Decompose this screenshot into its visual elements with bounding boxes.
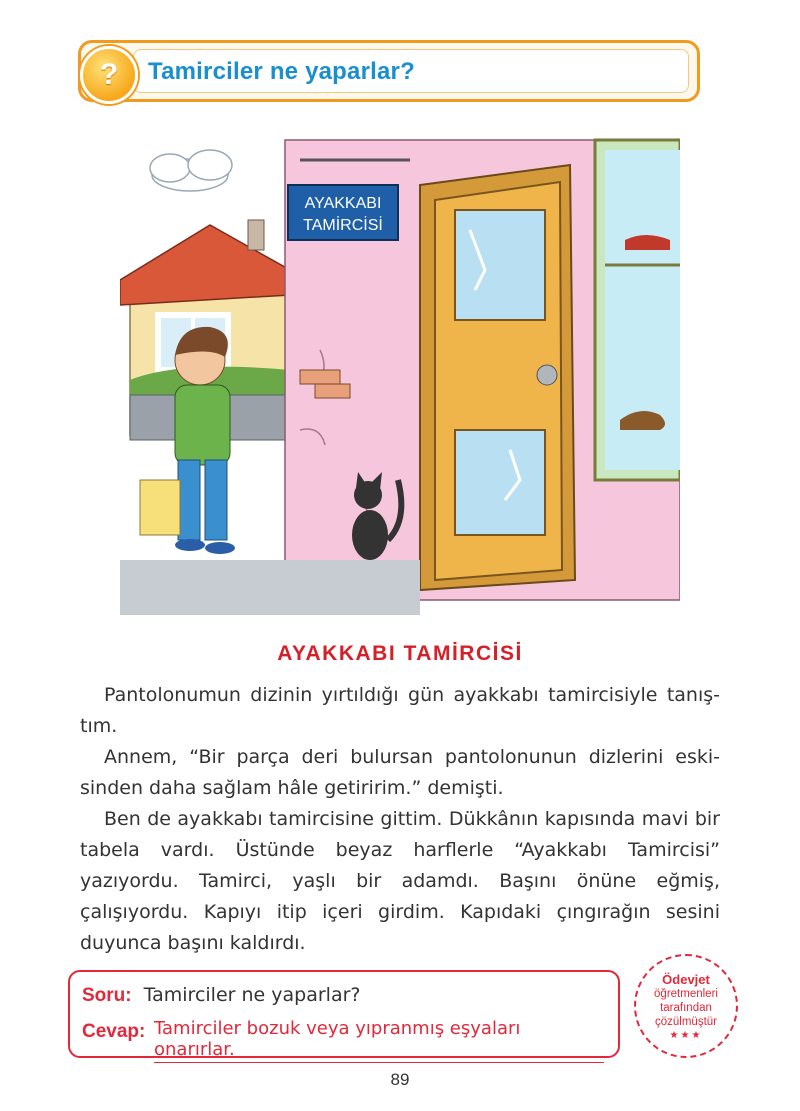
story-paragraph: Ben de ayakkabı tamircisine gittim. Dükkânın kapısında mavi bir tabela vardı. Üstünde beyaz harflerle “Ayakkabı Tamircisi” yazıyordu. Tamirci, yaşlı bir adamdı. Başını önüne eğmiş, çalışıyordu. Kapıyı itip içeri girdim. Kapıdaki çıngırağın sesini duyunca başını kaldırdı. — [80, 808, 720, 954]
shop-window — [595, 140, 680, 480]
answer-label: Cevap: — [82, 1021, 146, 1042]
question-row — [82, 984, 360, 1007]
question-label: Soru: — [82, 985, 132, 1006]
story-paragraph: Annem, “Bir parça deri bulursan pantolonunun dizlerini eski-sinden daha sağlam hâle getiririm.” demişti. — [80, 746, 720, 799]
story-illustration — [120, 120, 680, 615]
page-number: 89 — [390, 1070, 410, 1089]
stamp-line1: Ödevjet — [662, 972, 710, 987]
stamp-line2: öğretmenleri — [654, 988, 718, 1000]
stamp-line4: çözülmüştür — [655, 1016, 717, 1028]
question-answer-box — [68, 970, 620, 1058]
sign-line2: TAMİRCİSİ — [303, 217, 383, 234]
story-title: AYAKKABI TAMİRCİSİ — [277, 642, 523, 665]
sign-line1: AYAKKABI — [304, 195, 382, 212]
story-text — [80, 680, 720, 959]
stamp-stars-icon: ★★★ — [669, 1030, 703, 1041]
pavement — [120, 560, 420, 615]
question-mark-icon: ? — [80, 46, 138, 104]
story-paragraph: Pantolonumun dizinin yırtıldığı gün ayakkabı tamircisiyle tanış-tım. — [80, 684, 720, 737]
answer-row — [82, 1020, 145, 1043]
page-title: Tamirciler ne yaparlar? — [148, 58, 415, 85]
answer-text: Tamirciler bozuk veya yıpranmış eşyaları onarırlar. — [154, 1018, 604, 1063]
shop-door — [420, 165, 575, 590]
solved-stamp — [634, 954, 738, 1058]
question-text: Tamirciler ne yaparlar? — [143, 984, 361, 1006]
stamp-line3: tarafından — [660, 1002, 712, 1014]
